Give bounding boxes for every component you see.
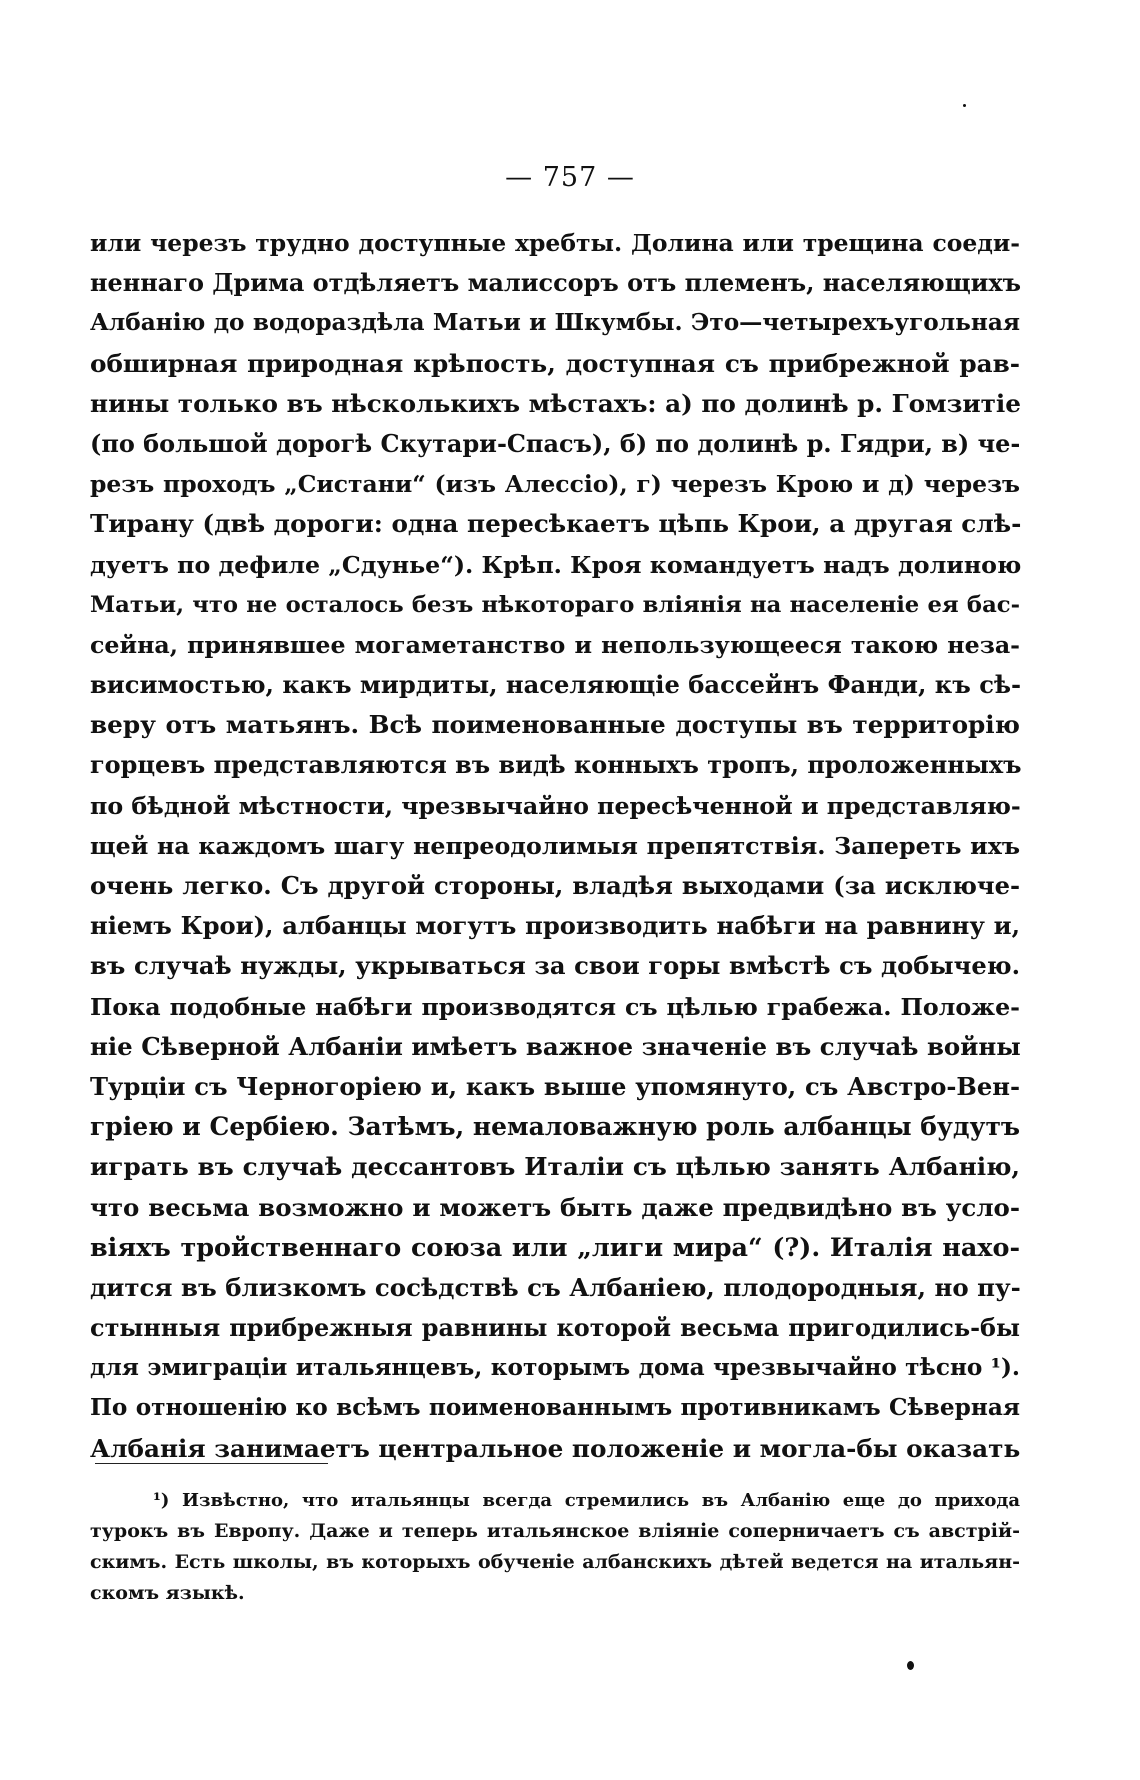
body-line: что весьма возможно и можетъ быть даже предвидѣно въ усло-	[90, 1192, 1020, 1222]
body-line: (по большой дорогѣ Скутари-Спасъ), б) по долинѣ р. Гядри, в) че-	[90, 429, 1021, 458]
body-line: веру отъ матьянъ. Всѣ поименованные доступы въ территорію	[90, 710, 1020, 740]
footnote-line: турокъ въ Европу. Даже и теперь итальянское вліяніе соперничаетъ съ австрій-	[90, 1520, 1020, 1542]
footnote-line: ¹) Извѣстно, что итальянцы всегда стремились въ Албанію еще до прихода	[153, 1490, 1020, 1511]
body-line: горцевъ представляются въ видѣ конныхъ тропъ, проложенныхъ	[90, 751, 1022, 780]
body-line: играть въ случаѣ дессантовъ Италіи съ цѣлью занять Албанію,	[90, 1152, 1020, 1182]
body-line: Турціи съ Черногоріею и, какъ выше упомянуто, съ Австро-Вен-	[90, 1071, 1020, 1101]
body-line: въ случаѣ нужды, укрываться за свои горы вмѣстѣ съ добычею.	[90, 951, 1020, 981]
body-line: ніе Сѣверной Албаніи имѣетъ важное значеніе въ случаѣ войны	[90, 1031, 1021, 1061]
footnote	[90, 1485, 1020, 1609]
body-line: дуетъ по дефиле „Сдунье“). Крѣп. Кроя командуетъ надъ долиною	[90, 550, 1022, 579]
body-line: сейна, принявшее могаметанство и непользующееся такою неза-	[90, 630, 1020, 659]
body-line: Тирану (двѣ дороги: одна пересѣкаетъ цѣпь Крои, а другая слѣ-	[90, 509, 1022, 539]
body-line: нины только въ нѣсколькихъ мѣстахъ: а) по долинѣ р. Гомзитіе	[90, 388, 1022, 418]
footnote-line: скомъ языкѣ.	[90, 1582, 245, 1604]
body-line: стынныя прибрежныя равнины которой весьма пригодились-бы	[90, 1314, 1020, 1343]
body-line: Албанія занимаетъ центральное положеніе и могла-бы оказать	[90, 1433, 1021, 1463]
body-line: висимостью, какъ мирдиты, населяющіе бассейнъ Фанди, къ сѣ-	[90, 670, 1022, 700]
body-line: Албанію до водораздѣла Матьи и Шкумбы. Это—четырехъугольная	[90, 309, 1020, 337]
ink-speck	[963, 104, 966, 107]
body-line: по бѣдной мѣстности, чрезвычайно пересѣченной и представляю-	[90, 791, 1021, 820]
page-number: — 757 —	[505, 162, 635, 193]
body-text	[90, 223, 1020, 1469]
body-line: Пока подобные набѣги производятся съ цѣлью грабежа. Положе-	[90, 992, 1020, 1021]
body-line: или черезъ трудно доступные хребты. Долина или трещина соеди-	[90, 229, 1020, 257]
body-line: ніемъ Крои), албанцы могутъ производить набѣги на равнину и,	[90, 911, 1020, 941]
body-line: дится въ близкомъ сосѣдствѣ съ Албаніею, плодородныя, но пу-	[90, 1272, 1021, 1302]
body-line: щей на каждомъ шагу непреодолимыя препятствія. Запереть ихъ	[90, 831, 1020, 860]
body-line: обширная природная крѣпость, доступная съ прибрежной рав-	[90, 348, 1020, 378]
body-line: гріею и Сербіею. Затѣмъ, немаловажную роль албанцы будутъ	[90, 1112, 1021, 1142]
body-line: Матьи, что не осталось безъ нѣкотораго вліянія на населеніе ея бас-	[90, 591, 1020, 618]
body-line: віяхъ тройственнаго союза или „лиги мира“ (?). Италія нахо-	[90, 1232, 1020, 1263]
body-line: По отношенію ко всѣмъ поименованнымъ противникамъ Сѣверная	[90, 1394, 1020, 1422]
body-line: неннаго Дрима отдѣляетъ малиссоръ отъ племенъ, населяющихъ	[90, 269, 1022, 298]
footnote-line: скимъ. Есть школы, въ которыхъ обученіе албанскихъ дѣтей ведется на итальян-	[90, 1551, 1020, 1573]
body-line: резъ проходъ „Систани“ (изъ Алессіо), г) черезъ Крою и д) черезъ	[90, 470, 1020, 499]
ink-speck	[907, 1661, 914, 1670]
footnote-divider	[95, 1463, 328, 1464]
body-line: для эмиграціи итальянцевъ, которымъ дома чрезвычайно тѣсно ¹).	[90, 1354, 1020, 1382]
body-line: очень легко. Съ другой стороны, владѣя выходами (за исключе-	[90, 871, 1020, 900]
